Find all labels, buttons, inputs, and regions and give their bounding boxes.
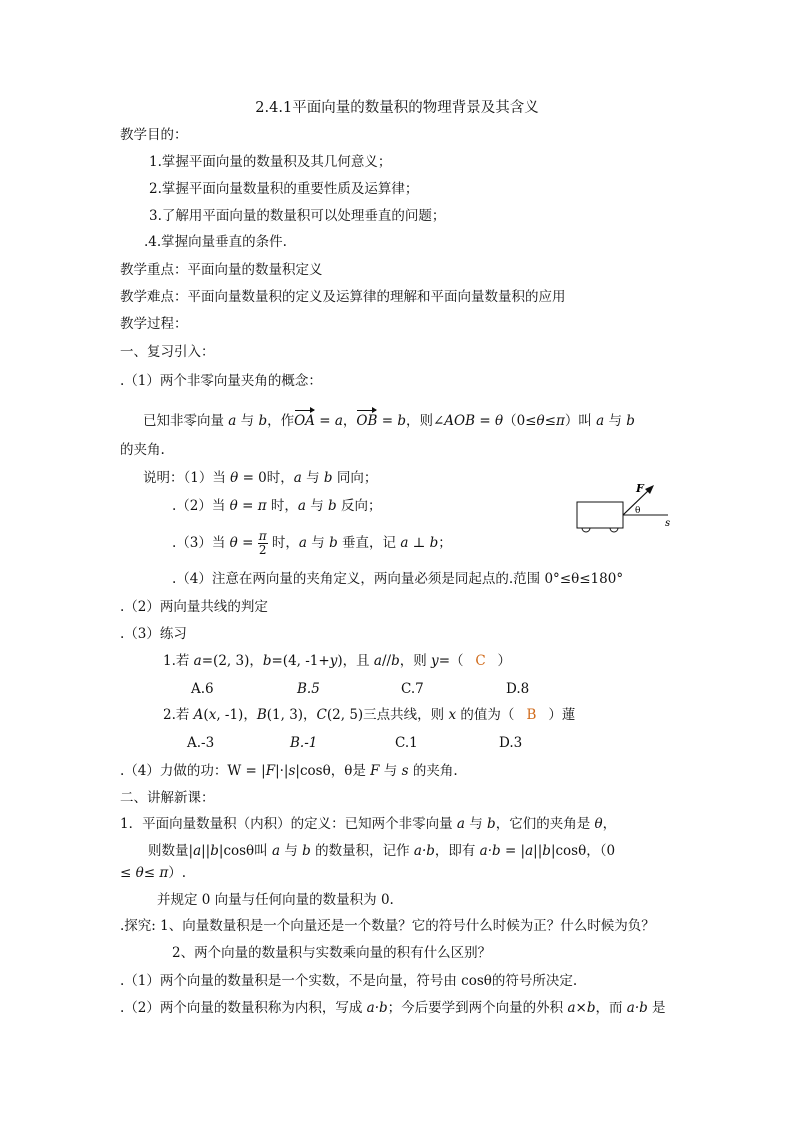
numerator: π [258,529,267,543]
force-label: F [636,482,644,495]
section-1-heading: 一、复习引入： [120,344,215,360]
text: , -1)， [216,707,257,723]
text: =(4, -1+ [271,653,330,669]
theta-label: θ [635,506,641,516]
vector-a: a [525,843,534,859]
text: 是 [647,1000,666,1016]
variable-x: x [448,707,457,723]
vector-b: b [262,653,272,669]
pi: π [159,865,169,881]
vector-a: a [596,413,605,429]
wheel-left [582,528,590,532]
q1-option-a: A.6 [191,681,214,697]
q1-option-c: C.7 [401,681,424,697]
question-2 [163,706,575,724]
text: 与 [280,843,303,859]
text: ）叫 [564,413,597,429]
vector-a: a [193,843,202,859]
dot-product-definition-2 [148,842,615,860]
text: 与 [464,816,488,832]
key-point: 教学重点：平面向量的数量积定义 [120,262,323,278]
text: ）蓮 [548,707,576,723]
point-c: C [316,707,327,723]
pi: π [555,413,565,429]
text: 垂直，记 [337,535,401,551]
explore-question-1: .探究: 1、向量数量积是一个向量还是一个数量？它的符号什么时候为正？什么时候为负？ [120,918,655,934]
vector-b: b [391,653,400,669]
text: || [533,843,543,859]
text: = | [500,843,526,859]
vector-a: a [298,535,307,551]
text: = [377,413,398,429]
text: |cosθ，（0 [550,843,616,859]
q1-option-b: B.5 [297,681,320,697]
text: 与 [236,413,259,429]
dot-product-ab: a·b [626,1000,648,1016]
text: 的值为（ [456,707,515,723]
text: 与 [379,763,402,779]
text: 2.若 [163,707,194,723]
text: （0≤ [503,413,537,429]
text: 的数量积，记作 [310,843,414,859]
dot-product-ab: a·b [479,843,501,859]
text: // [381,653,392,669]
item-4-work [120,762,458,780]
q1-option-d: D.8 [506,681,530,697]
note-1 [143,469,377,487]
question-1 [163,652,511,670]
text: ，而 [595,1000,627,1016]
vector-b: b [302,843,311,859]
cross-product-ab: a×b [567,1000,596,1016]
difficulty: 教学难点：平面向量数量积的定义及运算律的理解和平面向量数量积的应用 [120,289,566,305]
text: |cosθ，θ是 [295,763,371,779]
text: 与 [305,498,329,514]
vector-b: b [328,498,337,514]
text: ，它们的夹角是 [495,816,595,832]
note-4: .（4）注意在两向量的夹角定义，两向量必须是同起点的.范围 0°≤θ≤180° [172,571,624,587]
objective-4: .4.掌握向量垂直的条件. [144,234,287,250]
text: 的夹角. [408,763,458,779]
vector-a: a [297,498,306,514]
q2-option-d: D.3 [499,735,523,751]
variable-y: y [431,653,439,669]
text: |cosθ叫 [218,843,272,859]
dot-product-definition-3 [120,864,186,882]
text: 说明：（1）当 [143,470,231,486]
text: ； [438,535,452,551]
text: 已知非零向量 [143,413,229,429]
theta: θ [494,413,504,429]
text: = [475,413,495,429]
vector-b: b [258,413,268,429]
wheel-right [610,528,618,532]
item-2: .（2）两向量共线的判定 [120,599,268,615]
theta: θ [229,535,238,551]
text: )，且 [337,653,374,669]
angle-definition-line-1 [143,412,635,430]
text: (1, 3)， [266,707,317,723]
dot-product-ab: a·b [413,843,435,859]
text: 同向； [332,470,378,486]
point-a: A [193,707,204,723]
fraction-pi-over-2 [258,530,268,557]
theta: θ [230,470,239,486]
vector-oa: OA [294,413,315,429]
text: 与 [306,535,330,551]
text: =(2, 3)， [201,653,263,669]
process-heading: 教学过程： [120,316,188,332]
vector-a: a [228,413,237,429]
theta: θ [594,816,603,832]
perpendicular-notation: a ⊥ b [400,535,439,551]
objective-3: 3.了解用平面向量的数量积可以处理垂直的问题； [149,208,446,224]
theta: θ [135,865,144,881]
text: ；今后要学到两个向量的外积 [387,1000,568,1016]
section-2-heading: 二、讲解新课： [120,790,215,806]
text: 时， [267,535,299,551]
text: ≤ [120,865,136,881]
text: ， [602,816,617,832]
page-title: 2.4.1平面向量的数量积的物理背景及其含义 [255,100,539,116]
vector-a: a [293,470,302,486]
q2-option-a: A.-3 [187,735,215,751]
vector-b: b [329,535,338,551]
point-b: B [256,707,267,723]
text: =（ [438,653,464,669]
vector-a: a [271,843,281,859]
vector-a: a [193,653,202,669]
text: |·| [275,763,289,779]
vector-b: b [542,843,551,859]
vector-a: a [456,816,465,832]
vector-b: b [323,470,333,486]
objectives-heading: 教学目的： [120,127,188,143]
explore-question-2: 2、两个向量的数量积与实数乘向量的积有什么区别？ [172,945,492,961]
vector-b: b [210,843,219,859]
vector-b: b [626,413,635,429]
pi: π [257,498,267,514]
text: .（2）两个向量的数量积称为内积，写成 [120,1000,367,1016]
text: .（3）当 [172,535,230,551]
note-3 [172,530,452,557]
text: 则数量| [148,843,194,859]
text: 与 [301,470,324,486]
answer-2 [120,999,666,1017]
force-f: F [370,763,380,779]
text: = [237,498,258,514]
item-3: .（3）练习 [120,626,187,642]
text: ，即有 [434,843,480,859]
text: ）. [168,865,187,881]
text: 1．平面向量数量积（内积）的定义：已知两个非零向量 [120,816,457,832]
text: = 0时， [238,470,294,486]
text: (2, 5)三点共线，则 [326,707,449,723]
text: ，则∠ [405,413,445,429]
text: 与 [604,413,627,429]
objective-1: 1.掌握平面向量的数量积及其几何意义； [149,154,392,170]
text: ， [342,413,357,429]
variable-x: x [208,707,217,723]
item-1: .（1）两个非零向量夹角的概念： [120,373,322,389]
displacement-s: s [401,763,409,779]
vector-b: b [487,816,496,832]
text: ） [497,653,511,669]
text: || [201,843,211,859]
answer-c: C [475,653,486,669]
text: .（4）力做的功：W = | [120,763,266,779]
text: ≤ [544,413,556,429]
text: 反向； [336,498,382,514]
s-label: s [665,518,671,529]
note-2 [172,497,382,515]
text: ( [203,707,209,723]
answer-b: B [526,707,537,723]
angle-definition-line-2: 的夹角. [120,442,165,458]
theta: θ [536,413,545,429]
text: ≤ [143,865,160,881]
text: = [237,535,258,551]
vector-a: a [373,653,382,669]
force-diagram [572,480,676,540]
theta: θ [229,498,238,514]
text: 时， [266,498,298,514]
text: .（2）当 [172,498,230,514]
vector-ob: OB [356,413,378,429]
text: = [314,413,335,429]
displacement-s: s [288,763,296,779]
dot-product-definition-1 [120,815,616,833]
angle-aob: AOB [444,413,476,429]
answer-1: .（1）两个向量的数量积是一个实数，不是向量，符号由 cosθ的符号所决定. [120,973,578,989]
vector-b: b [397,413,406,429]
q2-option-c: C.1 [395,735,418,751]
text: 1.若 [163,653,194,669]
box-shape [577,502,623,528]
vector-a: a [334,413,343,429]
objective-2: 2.掌握平面向量数量积的重要性质及运算律； [149,181,419,197]
denominator: 2 [258,543,267,557]
force-f: F [265,763,276,779]
variable-y: y [329,653,338,669]
text: ，则 [399,653,432,669]
text: ，作 [267,413,295,429]
dot-product-ab: a·b [366,1000,388,1016]
q2-option-b: B.-1 [290,735,318,751]
zero-vector-rule: 并规定 0 向量与任何向量的数量积为 0. [157,892,394,908]
